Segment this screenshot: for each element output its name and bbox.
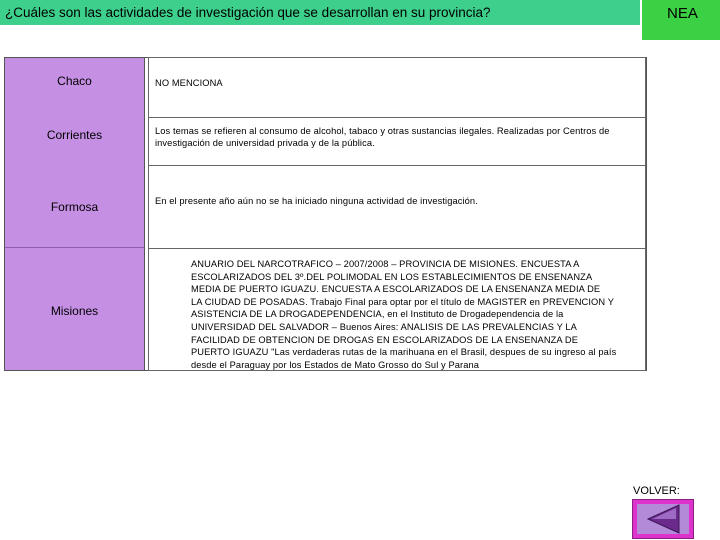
description-text: desde el Paraguay por los Estados de Mato Grosso do Sul y Parana xyxy=(191,359,480,370)
back-button[interactable] xyxy=(632,499,694,539)
description-formosa xyxy=(148,165,646,249)
province-column xyxy=(4,57,145,371)
page-title: ¿Cuáles son las actividades de investigación que se desarrollan en su provincia? xyxy=(5,5,491,20)
description-text: Los temas se refieren al consumo de alcohol, tabaco y otras sustancias ilegales. Realizadas por Centros de xyxy=(155,126,610,136)
description-text: FACILIDAD DE OBTENCION DE DROGAS EN ESCOLARIZADOS DE LA ENSENANZA DE xyxy=(191,334,579,345)
province-misiones: Misiones xyxy=(50,304,99,318)
description-chaco xyxy=(148,57,646,118)
region-label: NEA xyxy=(667,5,698,22)
description-text: UNIVERSIDAD DEL SALVADOR – Buenos Aires: ANALISIS DE LAS PREVALENCIAS Y LA xyxy=(191,322,577,332)
description-corrientes xyxy=(148,117,646,166)
description-text: NO MENCIONA xyxy=(155,78,223,88)
description-text: investigación de universidad privada y de la pública. xyxy=(155,138,375,148)
province-corrientes: Corrientes xyxy=(46,128,103,142)
province-formosa: Formosa xyxy=(50,200,99,214)
region-badge xyxy=(642,0,720,40)
description-text: En el presente año aún no se ha iniciado ninguna actividad de investigación. xyxy=(155,196,478,206)
back-label: VOLVER: xyxy=(633,485,680,497)
description-text: ASISTENCIA DE LA DROGADEPENDENCIA, en el Instituto de Drogadependencia de la xyxy=(191,309,564,320)
province-chaco: Chaco xyxy=(57,74,92,88)
triangle-left-icon[interactable] xyxy=(633,500,695,540)
description-text: LA CIUDAD DE POSADAS. Trabajo Final para optar por el título de MAGISTER en PREVENCION Y xyxy=(191,296,615,307)
description-text: ANUARIO DEL NARCOTRAFICO – 2007/2008 – PROVINCIA DE MISIONES. ENCUESTA A xyxy=(191,259,580,269)
description-text: ESCOLARIZADOS DEL 3º.DEL POLIMODAL EN LOS ESTABLECIMIENTOS DE ENSENANZA xyxy=(191,271,593,282)
description-misiones xyxy=(148,248,646,371)
header-bar xyxy=(0,0,640,25)
description-text: PUERTO IGUAZU "Las verdaderas rutas de la marihuana en el Brasil, despues de su ingreso al país xyxy=(191,347,617,358)
description-text: MEDIA DE PUERTO IGUAZU. ENCUESTA A ESCOLARIZADOS DE LA ENSENANZA MEDIA DE xyxy=(191,284,601,295)
province-divider xyxy=(5,247,144,248)
